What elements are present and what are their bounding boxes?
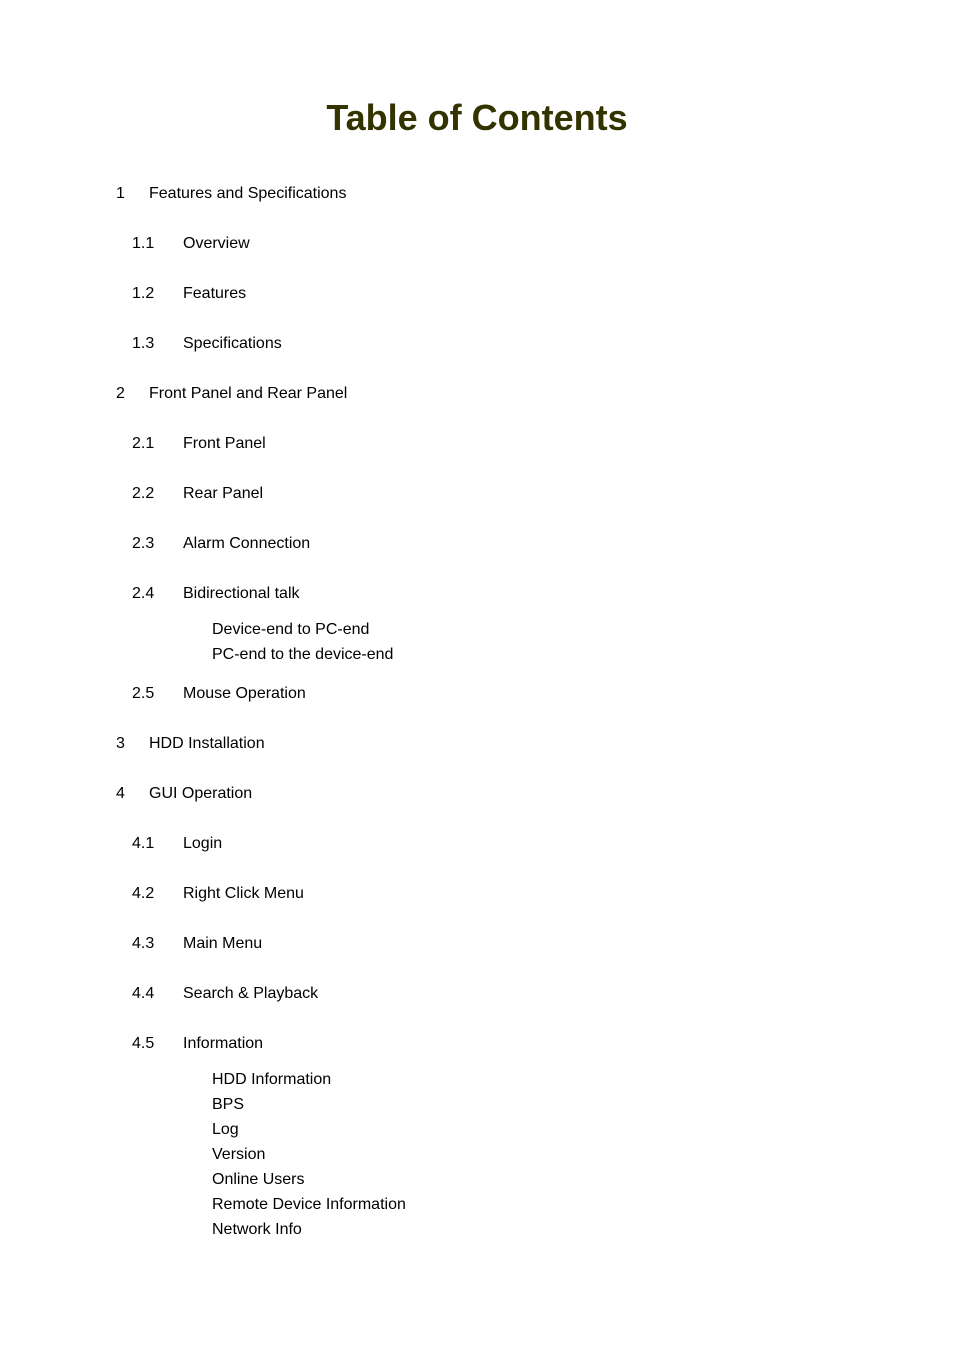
page-title: Table of Contents (326, 97, 628, 138)
toc-entry-title: Features (183, 285, 247, 302)
toc-entry-number: 4.4 (132, 985, 155, 1002)
toc-entry-title: Version (212, 1146, 266, 1163)
toc-entry-title: Rear Panel (183, 485, 264, 502)
toc-entry-title: Log (212, 1121, 239, 1138)
toc-entry-number: 4 (116, 785, 125, 802)
toc-entry-title: Front Panel and Rear Panel (149, 385, 348, 402)
toc-entry-title: Login (183, 835, 223, 852)
toc-entry-title: GUI Operation (149, 785, 253, 802)
toc-entry-number: 3 (116, 735, 125, 752)
toc-entry-title: Right Click Menu (183, 885, 304, 902)
toc-entry-title: HDD Installation (149, 735, 265, 752)
toc-entry-title: Front Panel (183, 435, 266, 452)
toc-entry-number: 1 (116, 185, 125, 202)
toc-entry-number: 2.5 (132, 685, 155, 702)
toc-entry-number: 4.1 (132, 835, 155, 852)
toc-entry-number: 4.5 (132, 1035, 155, 1052)
toc-entry-title: Mouse Operation (183, 685, 306, 702)
toc-entry-title: Online Users (212, 1171, 305, 1188)
toc-entry-number: 2.2 (132, 485, 155, 502)
toc-entry-title: BPS (212, 1096, 245, 1113)
toc-entry-title: Remote Device Information (212, 1196, 406, 1213)
toc-entry-number: 2 (116, 385, 125, 402)
toc-entry-number: 4.2 (132, 885, 155, 902)
toc-entry-title: Device-end to PC-end (212, 621, 370, 638)
toc-entry-number: 1.3 (132, 335, 155, 352)
toc-entry-title: PC-end to the device-end (212, 646, 394, 663)
toc-entry-title: Information (183, 1035, 264, 1052)
toc-entry-title: Overview (183, 235, 250, 252)
toc-entry-number: 2.3 (132, 535, 155, 552)
toc-entry-title: Main Menu (183, 935, 263, 952)
toc-entry-number: 2.1 (132, 435, 155, 452)
toc-entry-number: 4.3 (132, 935, 155, 952)
toc-entry-title: Specifications (183, 335, 282, 352)
toc-entry-number: 1.2 (132, 285, 155, 302)
toc-entry-title: Search & Playback (183, 985, 319, 1002)
toc-entry-title: Features and Specifications (149, 185, 347, 202)
toc-entry-number: 1.1 (132, 235, 155, 252)
toc-entry-title: Alarm Connection (183, 535, 311, 552)
toc-entry-title: Network Info (212, 1221, 302, 1238)
toc-entry-number: 2.4 (132, 585, 155, 602)
toc-entry-title: HDD Information (212, 1071, 332, 1088)
toc-entry-title: Bidirectional talk (183, 585, 300, 602)
